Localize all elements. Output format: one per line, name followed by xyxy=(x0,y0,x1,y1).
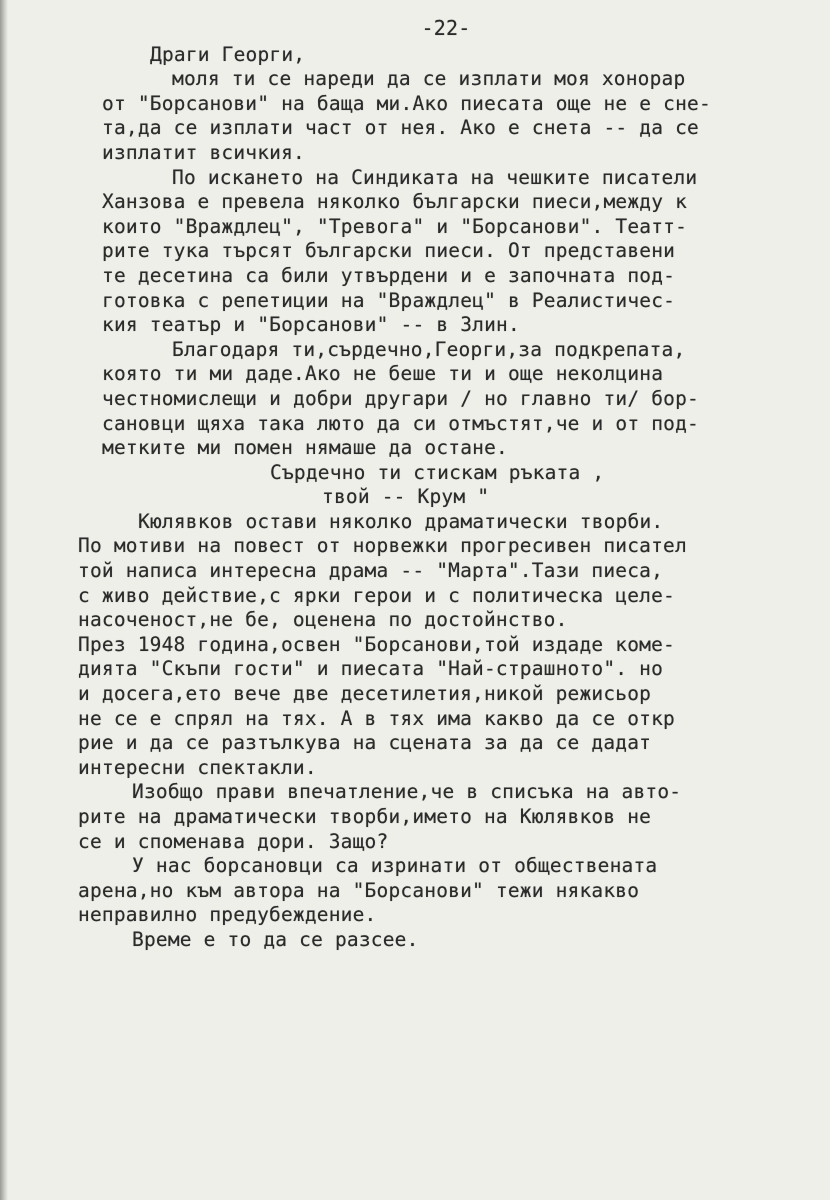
text-line: По искането на Синдиката на чешките писатели xyxy=(172,165,698,189)
text-line: които "Враждлец", "Тревога" и "Борсанови". Театт- xyxy=(102,214,688,238)
text-line: У нас борсановци са изринати от обществената xyxy=(132,854,658,878)
text-line: сановци щяха така люто да си отмъстят,че и от под- xyxy=(102,411,699,435)
salutation-line: Драги Георги, xyxy=(150,42,306,66)
text-line: насоченост,не бе, оценена по достойнство. xyxy=(78,608,568,632)
text-line: не се е спрял на тях. А в тях има какво да се откр xyxy=(78,706,675,730)
closing-line: Сърдечно ти стискам ръката , xyxy=(270,460,605,484)
text-line: готовка с репетиции на "Враждлец" в Реалистичес- xyxy=(102,288,676,312)
text-line: от "Борсанови" на баща ми.Ако пиесата още не е сне- xyxy=(102,91,711,115)
text-line: метките ми помен нямаше да остане. xyxy=(102,436,508,460)
page-left-edge xyxy=(0,0,8,1200)
text-line: Ханзова е превела няколко български пиеси,между к xyxy=(102,190,688,214)
text-line: Благодаря ти,сърдечно,Георги,за подкрепата, xyxy=(172,337,686,361)
text-line: Кюлявков остави няколко драматически творби. xyxy=(138,509,664,533)
text-line: те десетина са били утвърдени и е започната под- xyxy=(102,263,676,287)
text-line: рите на драматически творби,името на Кюлявков не xyxy=(78,805,652,828)
text-line: която ти ми даде.Ако не беше ти и още неколцина xyxy=(102,362,664,386)
text-line: той написа интересна драма -- "Марта".Тази пиеса, xyxy=(78,559,664,583)
text-line: изплатит всичкия. xyxy=(102,140,305,164)
text-line: арена,но към автора на "Борсанови" тежи някакво xyxy=(78,878,640,902)
text-line: дията "Скъпи гости" и пиесата "Най-страшното". но xyxy=(78,657,664,681)
signature-line: твой -- Крум " xyxy=(322,485,490,509)
text-line: интересни спектакли. xyxy=(78,755,317,779)
text-line: се и споменава дори. Защо? xyxy=(78,829,389,853)
page-number: -22- xyxy=(421,16,471,40)
text-line: и досега,ето вече две десетилетия,никой режисьор xyxy=(78,682,652,706)
text-line: моля ти се нареди да се изплати моя хонорар xyxy=(172,67,686,91)
typed-text-block xyxy=(78,16,818,953)
text-line: По мотиви на повест от норвежки прогресивен писател xyxy=(78,534,687,558)
text-line: честномислещи и добри другари / но главно ти/ бор- xyxy=(102,386,699,410)
text-line: с живо действие,с ярки герои и с политическа целе- xyxy=(78,583,675,607)
text-line: рие и да се разтълкува на сцената за да се дадат xyxy=(78,731,652,755)
text-line: неправилно предубеждение. xyxy=(78,903,377,927)
text-line: та,да се изплати част от нея. Ако е снета -- да се xyxy=(102,116,699,140)
text-line: Изобщо прави впечатление,че в списъка на авто- xyxy=(132,780,682,804)
text-line: Време е то да се разсее. xyxy=(132,927,419,951)
text-line: рите тука търсят български пиеси. От представени xyxy=(102,239,676,263)
text-line: През 1948 година,освен "Борсанови,той издаде коме- xyxy=(78,632,675,656)
text-line: кия театър и "Борсанови" -- в Злин. xyxy=(102,313,520,337)
